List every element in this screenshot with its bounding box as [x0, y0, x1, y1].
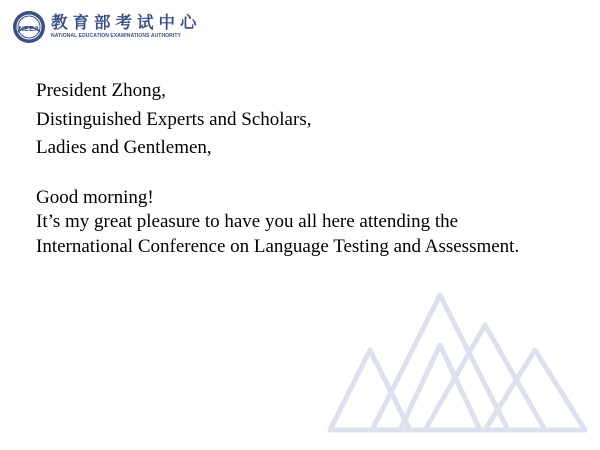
- org-name-cn: 教育部考试中心: [51, 13, 202, 32]
- body-line: International Conference on Language Testing and Assessment.: [36, 235, 520, 257]
- salutation-line: Ladies and Gentlemen,: [36, 137, 212, 158]
- salutation: [36, 77, 586, 163]
- logo-text: [51, 14, 202, 40]
- org-name-en: NATIONAL EDUCATION EXAMINATIONS AUTHORITY: [51, 33, 181, 39]
- greeting-paragraph: [36, 186, 586, 260]
- speech-text: [36, 77, 586, 259]
- triangle-watermark: [325, 290, 600, 450]
- paragraph-gap: [36, 163, 586, 186]
- neea-emblem-icon: [12, 10, 46, 44]
- neea-logo: [12, 10, 202, 44]
- greeting: Good morning!: [36, 186, 154, 208]
- emblem-text: NEEA: [18, 24, 40, 33]
- salutation-line: Distinguished Experts and Scholars,: [36, 108, 312, 130]
- salutation-line: President Zhong,: [36, 80, 166, 101]
- body-line: It’s my great pleasure to have you all here attending the: [36, 211, 459, 232]
